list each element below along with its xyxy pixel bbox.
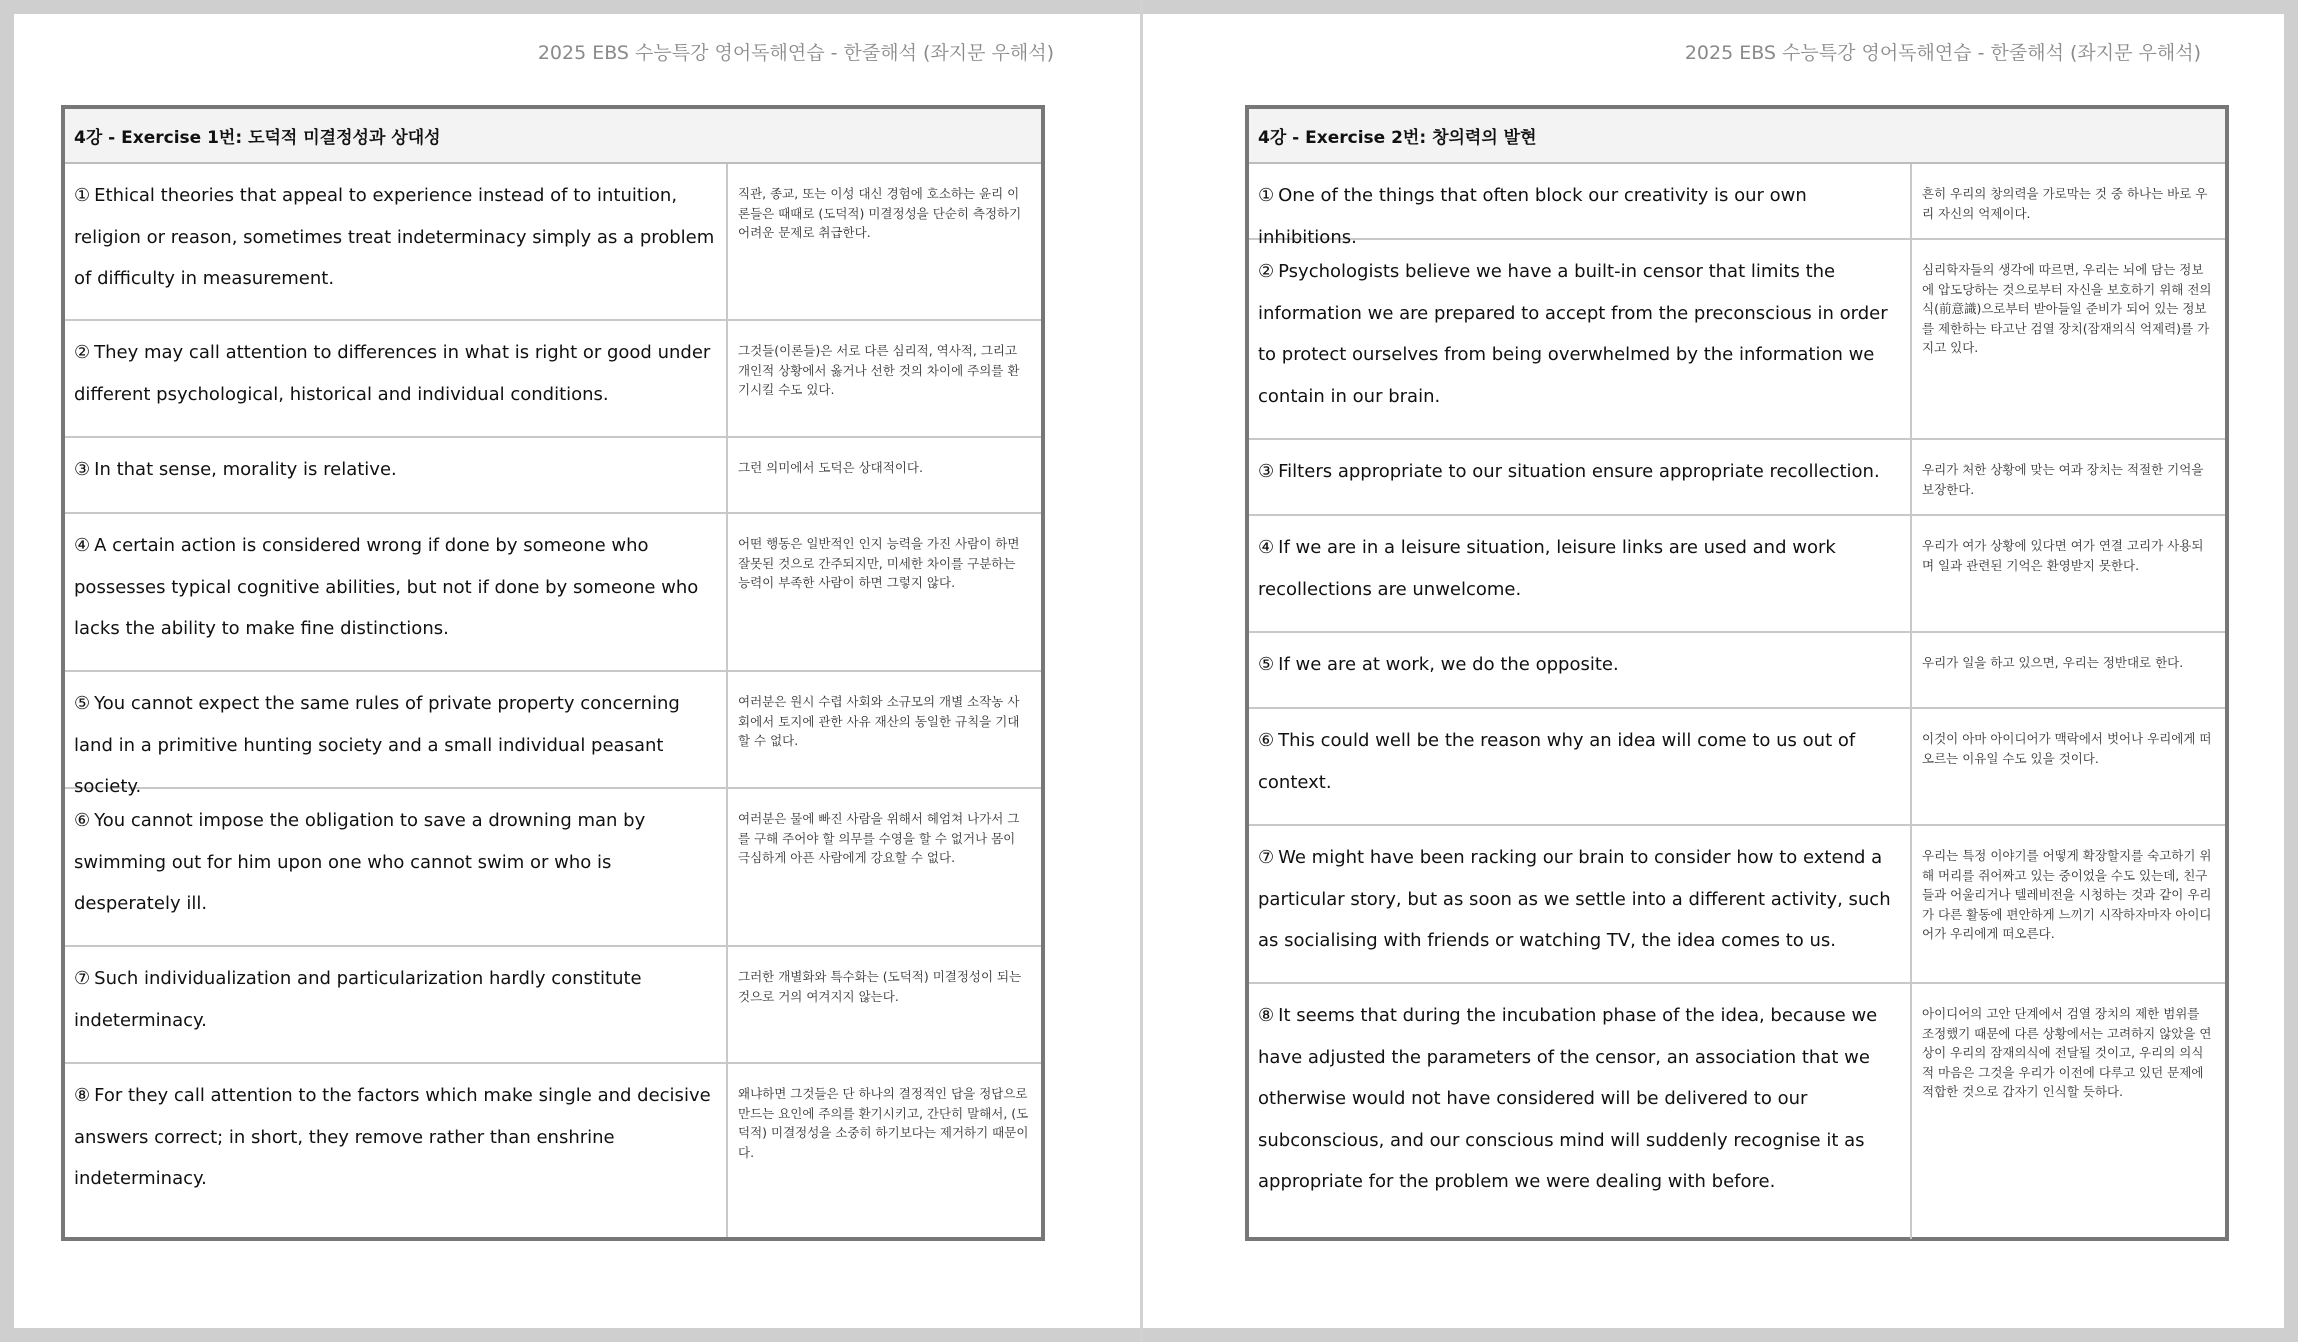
english-text: It seems that during the incubation phase of the idea, because we have adjusted the parameters of the censor, an association that we otherwise would not have considered will be delivered to our subconscious, and our conscious mind will suddenly recognise it as appropriate for the problem we were dealing with before. <box>1258 1005 1878 1192</box>
sentence-row <box>65 947 1041 1064</box>
english-text: In that sense, morality is relative. <box>94 459 397 480</box>
english-text: Such individualization and particularization hardly constitute indeterminacy. <box>74 968 642 1031</box>
english-sentence <box>65 514 728 670</box>
english-text: A certain action is considered wrong if done by someone who possesses typical cognitive abilities, but not if done by someone who lacks the ability to make fine distinctions. <box>74 535 699 639</box>
sentence-number: ① <box>74 185 91 206</box>
sentence-number: ③ <box>74 459 91 480</box>
sentence-number: ⑧ <box>1258 1005 1275 1026</box>
english-sentence <box>1249 516 1912 631</box>
sentence-row <box>65 438 1041 514</box>
english-text: One of the things that often block our creativity is our own inhibitions. <box>1258 185 1807 248</box>
english-sentence <box>1249 240 1912 438</box>
english-text: If we are at work, we do the opposite. <box>1278 654 1619 675</box>
english-text: You cannot expect the same rules of private property concerning land in a primitive hunting society and a small individual peasant society. <box>74 693 680 797</box>
korean-translation: 이것이 아마 아이디어가 맥락에서 벗어나 우리에게 떠오르는 이유일 수도 있을 것이다. <box>1922 731 2212 766</box>
sentence-number: ⑤ <box>1258 654 1275 675</box>
sentence-row <box>65 1064 1041 1237</box>
english-sentence <box>65 1064 728 1237</box>
right-page <box>1143 14 2284 1328</box>
sentence-number: ⑦ <box>74 968 91 989</box>
sentence-row <box>1249 164 2225 248</box>
running-header: 2025 EBS 수능특강 영어독해연습 - 한줄해석 (좌지문 우해석) <box>1684 42 2201 64</box>
english-sentence <box>1249 633 1912 707</box>
korean-translation: 직관, 종교, 또는 이성 대신 경험에 호소하는 윤리 이론들은 때때로 (도덕적) 미결정성을 단순히 측정하기 어려운 문제로 취급한다. <box>738 186 1022 240</box>
korean-translation: 왜냐하면 그것들은 단 하나의 결정적인 답을 정답으로 만드는 요인에 주의를 환기시키고, 간단히 말해서, (도덕적) 미결정성을 소중히 하기보다는 제거하기 때문이다. <box>738 1086 1029 1160</box>
english-text: Filters appropriate to our situation ensure appropriate recollection. <box>1278 461 1880 482</box>
exercise-2-table <box>1245 105 2229 1241</box>
sentence-number: ⑦ <box>1258 847 1275 868</box>
english-sentence <box>65 789 728 945</box>
exercise-1-table <box>61 105 1045 1241</box>
sentence-row <box>1249 633 2225 709</box>
english-text: If we are in a leisure situation, leisure links are used and work recollections are unwelcome. <box>1258 537 1836 600</box>
sentence-number: ⑥ <box>1258 730 1275 751</box>
sentence-row <box>1249 440 2225 516</box>
english-sentence <box>1249 826 1912 982</box>
english-sentence <box>1249 440 1912 514</box>
running-header: 2025 EBS 수능특강 영어독해연습 - 한줄해석 (좌지문 우해석) <box>537 42 1054 64</box>
korean-translation: 심리학자들의 생각에 따르면, 우리는 뇌에 담는 정보에 압도당하는 것으로부터 자신을 보호하기 위해 전의식(前意識)으로부터 받아들일 준비가 되어 있는 정보를 제한하는 타고난 검열 장치(잠재의식 억제력)를 가지고 있다. <box>1922 262 2212 355</box>
english-text: They may call attention to differences in what is right or good under different psychological, historical and individual conditions. <box>74 342 711 405</box>
korean-translation: 아이디어의 고안 단계에서 검열 장치의 제한 범위를 조정했기 때문에 다른 상황에서는 고려하지 않았을 연상이 우리의 잠재의식에 전달될 것이고, 우리의 의식적 마음은 그것을 우리가 이전에 다루고 있던 문제에 적합한 것으로 갑자기 인식할 듯하다. <box>1922 1006 2212 1099</box>
english-text: This could well be the reason why an idea will come to us out of context. <box>1258 730 1856 793</box>
english-sentence <box>65 321 728 436</box>
korean-translation: 우리가 처한 상황에 맞는 여과 장치는 적절한 기억을 보장한다. <box>1922 462 2204 497</box>
left-page <box>14 14 1140 1328</box>
english-text: For they call attention to the factors which make single and decisive answers correct; in short, they remove rather than enshrine indeterminacy. <box>74 1085 711 1189</box>
sentence-number: ② <box>1258 261 1275 282</box>
english-text: Ethical theories that appeal to experience instead of to intuition, religion or reason, sometimes treat indeterminacy simply as a problem of difficulty in measurement. <box>74 185 715 289</box>
korean-translation: 흔히 우리의 창의력을 가로막는 것 중 하나는 바로 우리 자신의 억제이다. <box>1922 186 2208 221</box>
sentence-number: ④ <box>74 535 91 556</box>
sentence-row <box>1249 984 2225 1239</box>
sentence-row <box>1249 826 2225 984</box>
korean-translation: 여러분은 원시 수렵 사회와 소규모의 개별 소작농 사회에서 토지에 관한 사유 재산의 동일한 규칙을 기대할 수 없다. <box>738 694 1020 748</box>
sentence-row <box>65 789 1041 947</box>
sentence-number: ③ <box>1258 461 1275 482</box>
sentence-number: ⑤ <box>74 693 91 714</box>
english-sentence <box>65 438 728 512</box>
sentence-number: ⑧ <box>74 1085 91 1106</box>
korean-translation: 어떤 행동은 일반적인 인지 능력을 가진 사람이 하면 잘못된 것으로 간주되지만, 미세한 차이를 구분하는 능력이 부족한 사람이 하면 그렇지 않다. <box>738 536 1020 590</box>
english-sentence <box>65 947 728 1062</box>
sentence-row <box>1249 516 2225 633</box>
sentence-row <box>65 672 1041 797</box>
sentence-row <box>65 514 1041 672</box>
korean-translation: 그러한 개별화와 특수화는 (도덕적) 미결정성이 되는 것으로 거의 여겨지지 않는다. <box>738 969 1022 1004</box>
sentence-row <box>65 164 1041 321</box>
korean-translation: 그런 의미에서 도덕은 상대적이다. <box>738 460 923 475</box>
exercise-title: 4강 - Exercise 2번: 창의력의 발현 <box>1249 109 2225 164</box>
korean-translation: 우리는 특정 이야기를 어떻게 확장할지를 숙고하기 위해 머리를 쥐어짜고 있는 중이었을 수도 있는데, 친구들과 어울리거나 텔레비전을 시청하는 것과 같이 우리가 다른 활동에 편안하게 느끼기 시작하자마자 아이디어가 우리에게 떠오른다. <box>1922 848 2212 941</box>
sentence-number: ① <box>1258 185 1275 206</box>
korean-translation: 우리가 일을 하고 있으면, 우리는 정반대로 한다. <box>1922 655 2184 670</box>
korean-translation: 여러분은 물에 빠진 사람을 위해서 헤엄쳐 나가서 그를 구해 주어야 할 의무를 수영을 할 수 없거나 몸이 극심하게 아픈 사람에게 강요할 수 없다. <box>738 811 1020 865</box>
sentence-row <box>1249 709 2225 826</box>
english-text: You cannot impose the obligation to save a drowning man by swimming out for him upon one who cannot swim or who is desperately ill. <box>74 810 646 914</box>
english-sentence <box>65 672 728 797</box>
sentence-row <box>1249 240 2225 440</box>
sentence-number: ⑥ <box>74 810 91 831</box>
sentence-number: ② <box>74 342 91 363</box>
sentence-row <box>65 321 1041 438</box>
english-sentence <box>1249 164 1912 248</box>
english-sentence <box>65 164 728 319</box>
korean-translation: 그것들(이론들)은 서로 다른 심리적, 역사적, 그리고 개인적 상황에서 옳거나 선한 것의 차이에 주의를 환기시킬 수도 있다. <box>738 343 1020 397</box>
english-sentence <box>1249 984 1912 1239</box>
sentence-number: ④ <box>1258 537 1275 558</box>
exercise-title: 4강 - Exercise 1번: 도덕적 미결정성과 상대성 <box>65 109 1041 164</box>
korean-translation: 우리가 여가 상황에 있다면 여가 연결 고리가 사용되며 일과 관련된 기억은 환영받지 못한다. <box>1922 538 2204 573</box>
english-sentence <box>1249 709 1912 824</box>
english-text: We might have been racking our brain to consider how to extend a particular story, but as soon as we settle into a different activity, such as socialising with friends or watching TV, the idea comes to us. <box>1258 847 1891 951</box>
english-text: Psychologists believe we have a built-in censor that limits the information we are prepared to accept from the preconscious in order to protect ourselves from being overwhelmed by the information we contain in our brain. <box>1258 261 1888 407</box>
